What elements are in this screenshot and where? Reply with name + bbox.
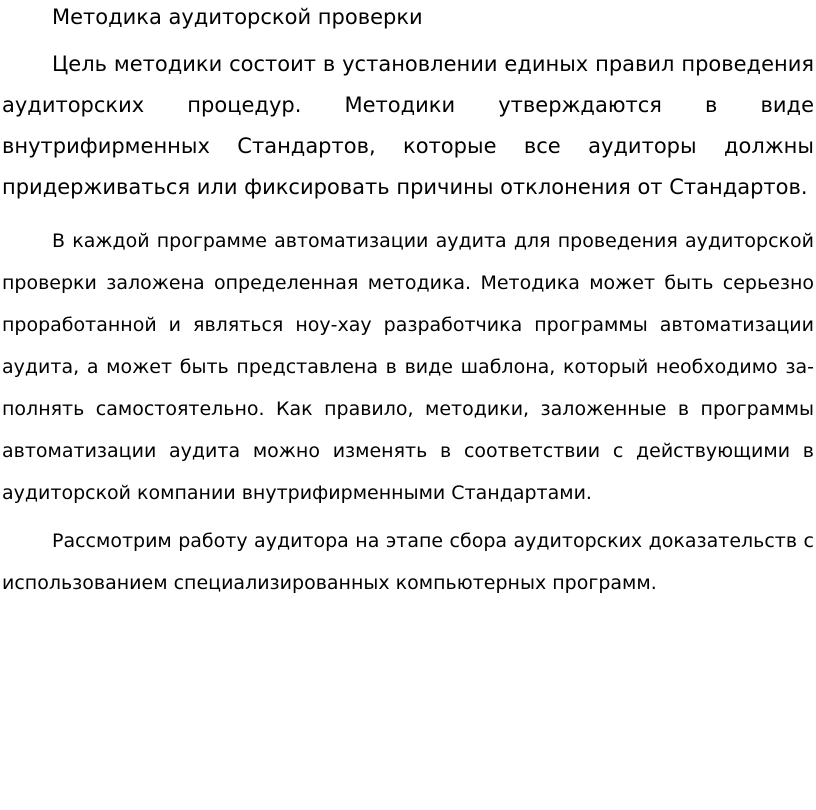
document-page bbox=[2, 0, 814, 604]
paragraph-methodology-goal: Цель методики состоит в установлении единых правил проведения аудиторских процедур. Методики утверждаются в виде внутрифирменных Стандартов, которые все аудиторы должны придерживаться или фиксировать причины отклонения от Стандартов. bbox=[2, 52, 814, 199]
paragraph-audit-software-methodology: В каждой программе автоматизации аудита для проведения аудиторской проверки заложена определенная методика. Методика может быть серьезно проработанной и являться ноу-хау разработчика программы автоматизации аудита, а может быть представлена в виде шаблона, который необходимо заполнять самостоятельно. Как правило, методики, заложенные в программы автоматизации аудита можно изменять в соответствии с действующими в аудиторской компании внутрифирменными Стандартами. bbox=[2, 230, 814, 504]
paragraph-evidence-collection: Рассмотрим работу аудитора на этапе сбора аудиторских доказательств с использованием специализированных компьютерных программ. bbox=[2, 530, 814, 594]
document-title: Методика аудиторской проверки bbox=[52, 5, 423, 29]
